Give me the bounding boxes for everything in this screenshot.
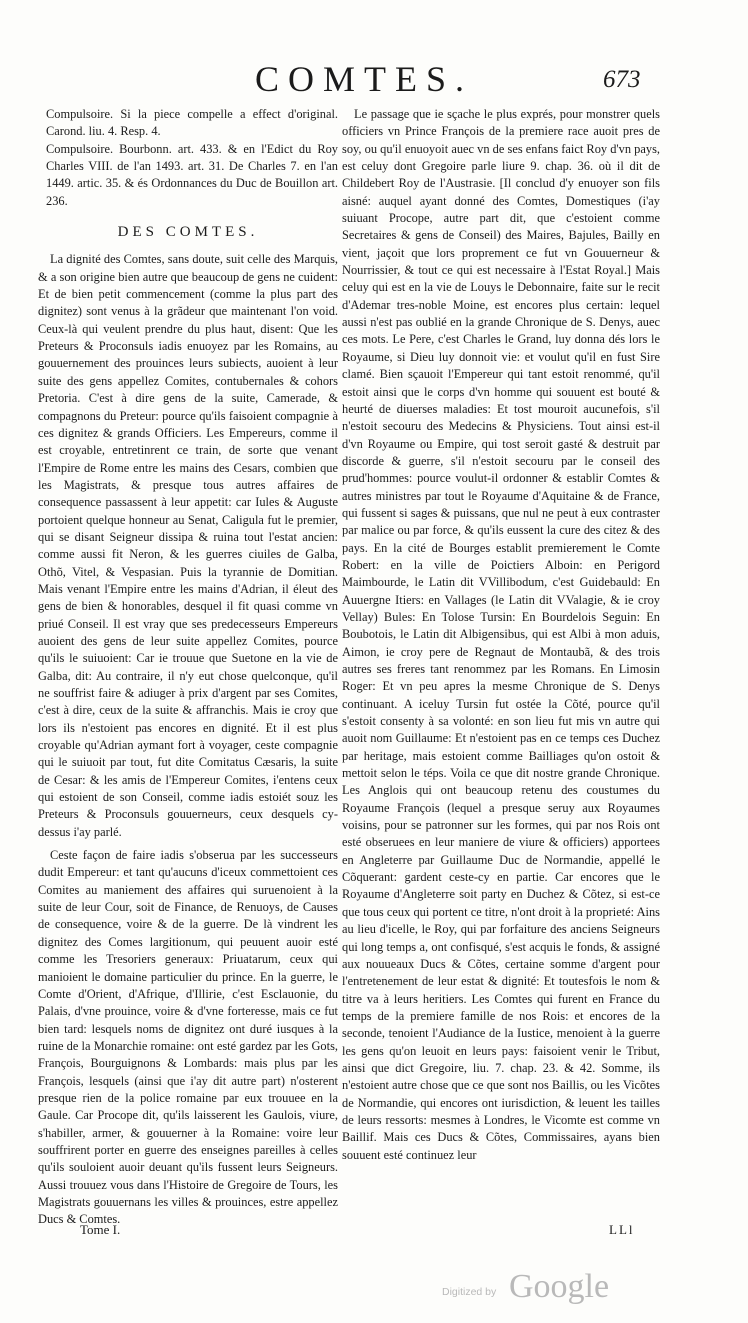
page-header [0,58,748,98]
section-heading: DES COMTES. [117,224,259,241]
body-paragraph: La dignité des Comtes, sans doute, suit celle des Marquis, & a son origine bien autre que beaucoup de gens ne cuident: Et de bien petit commencement (comme la plus part des dignitez) sont venus à la grãdeur que maintenant l'on void. Ceux-là qui veulent prendre du plus haut, disent: Que les Preteurs & Proconsuls iadis enuoyez par les Romains, au gouuernement des prouinces leurs subiects, auoient à leur suite des gens appellez Comites, contubernales & cohors Pretoria. C'est à dire gens de la suite, Camerade, & compagnons du Preteur: pource qu'ils faisoient compagnie à ces dignitez & grands Officiers. Les Empereurs, comme il est croyable, entretinrent ce train, de sorte que venant l'Empire de Rome entre les mains des Cesars, combien que les Magistrats, & presque tous autres affaires de consequence passassent à leur appetit: car Iules & Auguste portoient quelque honneur au Senat, Caligula fut le premier, qui se disant Seigneur dissipa & ruina tout l'estat ancien: comme aussi fit Neron, & les guerres ciuiles de Galba, Othõ, Vitel, & Vespasian. Puis la tyrannie de Domitian. Mais venant l'Empire entre les mains d'Adrian, il éleut des gens de bien & honorables, desquel il fit quasi comme vn priué Conseil. Il est vray que ses predecesseurs Empereurs auoient des gens de leur suite appellez Comites, pource qu'ils le suiuoient: Car ie trouue que Suetone en la vie de Galba, dit: Au contraire, il n'y eut chose quelconque, qu'il ne souffrist faire & adiuger à prix d'argent par ses Comites, c'est à dire, ceux de la suite & affranchis. Mais ie croy que lors ils n'estoient pas encores en dignité. Et il est plus croyable qu'Adrian aymant fort à voyager, ceste compagnie qui le suiuoit par tout, fut dite Comitatus Cæsaris, la suite de Cesar: & les amis de l'Empereur Comites, i'entens ceux qui estoient de son Conseil, comme iadis estoiét souz les Preteurs & Proconsuls gouuerneurs, ceux desquels cy-dessus i'ay parlé. [38,252,338,839]
body-paragraph: Le passage que ie sçache le plus exprés, pour monstrer quels officiers vn Prince François de la premiere race auoit pres de soy, ou qu'il enuoyoit auec vn de ses enfans faict Roy d'vn pays, est celuy dont Gregoire parle liure 9. chap. 36. où il dit de Childebert Roy de l'Austrasie. [Il conclud d'y enuoyer son fils aisné: auquel ayant donné des Comtes, Domestiques (i'ay suiuant Procope, autre part dit, que c'estoient comme Secretaires & gens de Conseil) des Maires, Bajules, Bailly en vient, jaçoit que lors proprement ce fut vn Gouuerneur & Nourrissier, & tout ce qui est necessaire à l'Estat Royal.] Mais celuy qui est en la vie de Louys le Debonnaire, faite sur le recit d'Ademar tres-noble Moine, est encores plus certain: lequel aussi n'est pas oublié en la grande Chronique de S. Denys, auec ces mots. Le Pere, c'est Charles le Grand, luy donna dés lors le Royaume, si Dieu luy donnoit vie: et voulut qu'il en fust Sire clamé. Bien sçauoit l'Empereur qui tant estoit renommé, qu'il estoit ainsi que le corps d'vn homme qui souuent est bouté & heurté de diuerses maladies: Et tost mouroit aucunefois, s'il n'estoit secouru des Medecins & Physiciens. Tout ainsi est-il d'vn Royaume ou Empire, qui tost seroit gasté & destruit par discorde & guerre, s'il n'estoit secouru par le conseil des prud'hommes: pource voulut-il ordonner & establir Comtes & autres ministres par tout le Royaume d'Aquitaine & de France, qui fussent si sages & puissans, que nul ne peut à eux contraster par malice ou par force, & qu'ils eussent la cure des citez & des pays. En la cité de Bourges establit premierement le Comte Robert: en la ville de Poictiers Alboin: en Perigord Maimbourde, le Latin dit VVillibodum, c'est Guidebauld: En Auuergne Itiers: en Vallages (le Latin dit VValagie, & ie croy Vellay) Bules: En Tolose Tursin: En Bourdelois Seguin: En Boubotois, le Latin dit Albigensibus, qui est Albi à mon aduis, Aimon, ie croy pere de Regnaut de Montaubã, & des trois autres ses freres tant renommez par les Romans. En Limosin Roger: Et vn peu apres la mesme Chronique de S. Denys continuant. A iceluy Tursin fut ostée la Cõté, pource qu'il s'estoit consenty à sa volonté: en son lieu fut mis vn autre qui auoit nom Guillaume: Et n'estoient pas en ce temps ces Duchez par heritage, mais estoient comme Bailliages qu'on ostoit & mettoit selon le téps. Voila ce que dit nostre grande Chronique. Les Anglois qui ont beaucoup retenu des coustumes du Royaume François (lequel a presque seruy aux Royaumes voisins, pour se patronner sur les formes, qui par nos Rois ont esté obseruees en leur maniere de viure & officiers) apportees en Angleterre par Guillaume Duc de Normandie, appellé le Cõquerant: gardent ceste-cy en partie. Car encores que le Royaume d'Angleterre soit party en Duchez & Cõtez, si est-ce que tous ceux qui portent ce titre, n'ont droit à la proprieté: Ains au lieu d'icelle, le Roy, qui par forfaiture des anciens Seigneurs qui long temps a, ont confisqué, s'est acquis le fonds, & assigné aux nouueaux Ducs & Cõtes, certaine somme d'argent pour l'entretenement de leur estat & dignité: Et toutesfois le nom & titre va à leurs heritiers. Les Comtes qui furent en France du temps de la premiere famille de nos Rois: et encores de la seconde, tenoient l'Audiance de la Iustice, menoient à la guerre les gens qu'on leuoit en leurs pays: faisoient venir le Tribut, ainsi que dict Gregoire, liu. 7. chap. 23. & 42. Somme, ils n'estoient autre chose que ce que sont nos Baillis, ou les Vicõtes de Normandie, qui encores ont iurisdiction, & leuent les tailles de leurs ressorts: mesmes à Londres, le Vicomte est comme vn Baillif. Mais ces Ducs & Cõtes, Commissaires, ayans bien souuent esté continuez leur [342,107,660,1162]
right-column [342,106,660,1164]
running-title: COMTES. [255,59,474,99]
intro-entry: Compulsoire. Bourbonn. art. 433. & en l'Edict du Roy Charles VIII. de l'an 1493. art. 31. De Charles 7. en l'an 1449. artic. 35. & és Ordonnances du Duc de Bouillon art. 236. [46,141,338,208]
volume-label: Tome I. [80,1222,121,1237]
google-logo: Google [509,1268,610,1305]
left-column [38,106,338,1229]
page-number: 673 [603,66,641,93]
signature-mark: LLl [609,1222,635,1237]
digitized-prefix: Digitized by [442,1286,497,1298]
body-paragraph: Ceste façon de faire iadis s'obserua par les successeurs dudit Empereur: et tant qu'aucuns d'iceux commettoient ces Comites au maniement des affaires qui suruenoient à la suite de leur Cour, soit de Finance, de Renuoys, de Causes de consequence, voire & de la guerre. De là vindrent les dignitez des Comes largitionum, qui peuuent auoir esté comme les Tresoriers generaux: Priuatarum, ceux qui manioient le domaine particulier du prince. En la guerre, le Comte d'Orient, d'Afrique, d'Illirie, c'est Esclauonie, du Palais, d'vne prouince, voire & d'vne forteresse, mais ce fut bien tard: lesquels noms de dignitez ont duré iusques à la ruine de la Monarchie romaine: ont esté gardez par les Gots, François, Bourguignons & Lombards: mais plus par les François, lesquels (ainsi que i'ay dit autre part) n'osterent presque rien de la police romaine par eux trouuee en la Gaule. Car Procope dit, qu'ils laisserent les Gaulois, viure, s'habiller, armer, & gouuerner à la Romaine: voire leur souffrirent porter en guerre des enseignes pareilles à celles qu'ils souloient auoir deuant qu'ils fussent leurs Seigneurs. Aussi trouuez vous dans l'Histoire de Gregoire de Tours, les Magistrats gouuernans les villes & prouinces, estre appellez Ducs & Comtes. [38,848,338,1227]
intro-entry: Compulsoire. Si la piece compelle a effect d'original. Carond. liu. 4. Resp. 4. [46,107,338,139]
digitized-watermark [442,1268,642,1312]
